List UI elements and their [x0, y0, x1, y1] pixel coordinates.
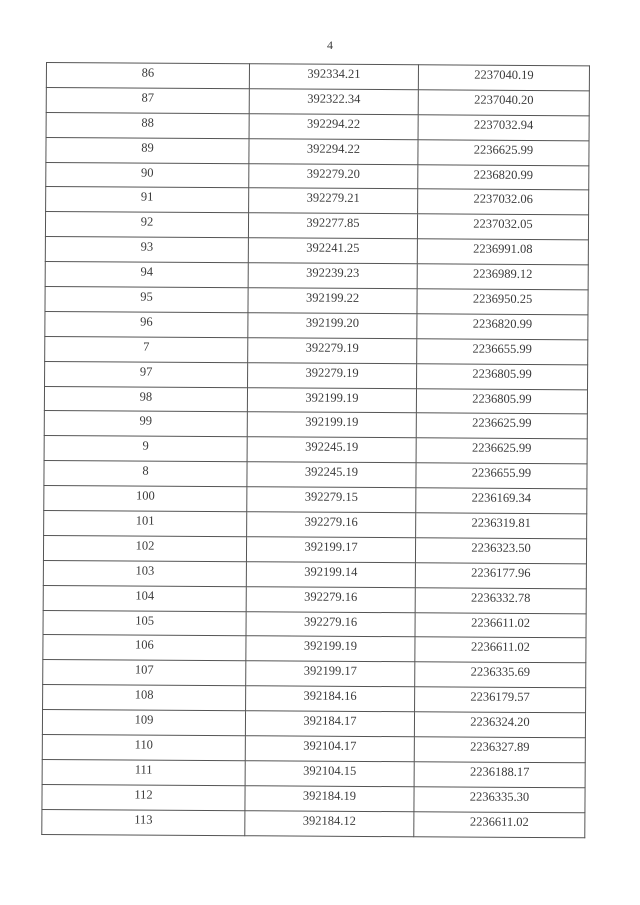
table-row — [43, 535, 586, 563]
table-row — [45, 237, 588, 265]
table-row — [42, 759, 585, 787]
table-row — [45, 212, 588, 240]
y-coordinate-cell: 2236179.57 — [415, 687, 586, 713]
x-coordinate-cell: 392199.19 — [247, 387, 416, 413]
table-row — [42, 735, 585, 763]
y-coordinate-cell: 2236625.99 — [416, 438, 587, 464]
table-row — [45, 311, 588, 339]
point-id-cell: 109 — [42, 710, 245, 736]
y-coordinate-cell: 2236989.12 — [417, 264, 588, 290]
y-coordinate-cell: 2236169.34 — [416, 488, 587, 514]
table-row — [44, 411, 587, 439]
x-coordinate-cell: 392104.17 — [245, 736, 414, 762]
x-coordinate-cell: 392279.16 — [246, 611, 415, 637]
point-id-cell: 94 — [45, 262, 248, 288]
point-id-cell: 88 — [46, 112, 249, 138]
x-coordinate-cell: 392279.16 — [247, 512, 416, 538]
x-coordinate-cell: 392279.21 — [249, 188, 418, 214]
y-coordinate-cell: 2236611.02 — [414, 811, 585, 837]
point-id-cell: 103 — [43, 560, 246, 586]
y-coordinate-cell: 2236655.99 — [416, 463, 587, 489]
x-coordinate-cell: 392279.19 — [248, 362, 417, 388]
table-row — [46, 112, 589, 140]
y-coordinate-cell: 2236805.99 — [417, 363, 588, 389]
point-id-cell: 8 — [44, 461, 247, 487]
x-coordinate-cell: 392104.15 — [245, 761, 414, 787]
y-coordinate-cell: 2236177.96 — [415, 563, 586, 589]
point-id-cell: 108 — [43, 685, 246, 711]
table-row — [43, 685, 586, 713]
point-id-cell: 113 — [42, 809, 245, 835]
y-coordinate-cell: 2236335.30 — [414, 787, 585, 813]
point-id-cell: 106 — [43, 635, 246, 661]
table-row — [43, 560, 586, 588]
x-coordinate-cell: 392241.25 — [248, 238, 417, 264]
table-row — [46, 63, 589, 91]
point-id-cell: 104 — [43, 585, 246, 611]
point-id-cell: 112 — [42, 784, 245, 810]
x-coordinate-cell: 392294.22 — [249, 138, 418, 164]
point-id-cell: 9 — [44, 436, 247, 462]
x-coordinate-cell: 392199.14 — [246, 562, 415, 588]
y-coordinate-cell: 2236625.99 — [418, 139, 589, 165]
point-id-cell: 7 — [45, 336, 248, 362]
y-coordinate-cell: 2237032.94 — [418, 115, 589, 141]
table-row — [44, 511, 587, 539]
y-coordinate-cell: 2236625.99 — [416, 413, 587, 439]
point-id-cell: 111 — [42, 759, 245, 785]
x-coordinate-cell: 392277.85 — [248, 213, 417, 239]
x-coordinate-cell: 392199.19 — [246, 636, 415, 662]
point-id-cell: 105 — [43, 610, 246, 636]
table-row — [46, 162, 589, 190]
coordinates-table-body — [42, 63, 590, 838]
x-coordinate-cell: 392199.17 — [246, 537, 415, 563]
x-coordinate-cell: 392334.21 — [249, 64, 418, 90]
y-coordinate-cell: 2236324.20 — [414, 712, 585, 738]
y-coordinate-cell: 2236323.50 — [415, 538, 586, 564]
table-row — [46, 187, 589, 215]
coordinates-table — [41, 62, 590, 838]
point-id-cell: 87 — [46, 87, 249, 113]
table-row — [44, 436, 587, 464]
table-row — [45, 336, 588, 364]
table-row — [42, 809, 585, 837]
y-coordinate-cell: 2236950.25 — [417, 289, 588, 315]
x-coordinate-cell: 392322.34 — [249, 89, 418, 115]
point-id-cell: 97 — [45, 361, 248, 387]
x-coordinate-cell: 392279.19 — [248, 338, 417, 364]
point-id-cell: 101 — [44, 511, 247, 537]
page-number: 4 — [327, 38, 333, 52]
point-id-cell: 93 — [45, 237, 248, 263]
x-coordinate-cell: 392199.22 — [248, 288, 417, 314]
table-row — [43, 635, 586, 663]
x-coordinate-cell: 392184.16 — [246, 686, 415, 712]
x-coordinate-cell: 392184.19 — [245, 786, 414, 812]
table-row — [42, 784, 585, 812]
table-row — [43, 610, 586, 638]
y-coordinate-cell: 2237032.06 — [418, 189, 589, 215]
point-id-cell: 90 — [46, 162, 249, 188]
x-coordinate-cell: 392279.20 — [249, 163, 418, 189]
x-coordinate-cell: 392199.20 — [248, 313, 417, 339]
table-row — [44, 461, 587, 489]
y-coordinate-cell: 2236820.99 — [417, 314, 588, 340]
table-row — [45, 262, 588, 290]
y-coordinate-cell: 2236319.81 — [416, 513, 587, 539]
table-row — [44, 386, 587, 414]
point-id-cell: 92 — [45, 212, 248, 238]
point-id-cell: 102 — [43, 535, 246, 561]
x-coordinate-cell: 392245.19 — [247, 462, 416, 488]
y-coordinate-cell: 2236335.69 — [415, 662, 586, 688]
point-id-cell: 89 — [46, 137, 249, 163]
point-id-cell: 86 — [46, 63, 249, 89]
table-row — [45, 361, 588, 389]
point-id-cell: 95 — [45, 287, 248, 313]
point-id-cell: 98 — [44, 386, 247, 412]
y-coordinate-cell: 2236611.02 — [415, 612, 586, 638]
x-coordinate-cell: 392245.19 — [247, 437, 416, 463]
point-id-cell: 96 — [45, 311, 248, 337]
point-id-cell: 99 — [44, 411, 247, 437]
table-row — [46, 137, 589, 165]
y-coordinate-cell: 2236611.02 — [415, 637, 586, 663]
x-coordinate-cell: 392199.19 — [247, 412, 416, 438]
x-coordinate-cell: 392279.16 — [246, 586, 415, 612]
x-coordinate-cell: 392184.17 — [245, 711, 414, 737]
y-coordinate-cell: 2236188.17 — [414, 762, 585, 788]
table-row — [42, 710, 585, 738]
point-id-cell: 100 — [44, 486, 247, 512]
y-coordinate-cell: 2236805.99 — [416, 388, 587, 414]
x-coordinate-cell: 392239.23 — [248, 263, 417, 289]
table-row — [45, 287, 588, 315]
y-coordinate-cell: 2237032.05 — [417, 214, 588, 240]
y-coordinate-cell: 2236332.78 — [415, 587, 586, 613]
y-coordinate-cell: 2236655.99 — [417, 339, 588, 365]
y-coordinate-cell: 2236820.99 — [418, 164, 589, 190]
y-coordinate-cell: 2237040.20 — [418, 90, 589, 116]
y-coordinate-cell: 2236327.89 — [414, 737, 585, 763]
y-coordinate-cell: 2236991.08 — [417, 239, 588, 265]
table-row — [44, 486, 587, 514]
x-coordinate-cell: 392199.17 — [246, 661, 415, 687]
table-row — [43, 660, 586, 688]
point-id-cell: 110 — [42, 735, 245, 761]
table-row — [43, 585, 586, 613]
point-id-cell: 91 — [46, 187, 249, 213]
point-id-cell: 107 — [43, 660, 246, 686]
x-coordinate-cell: 392294.22 — [249, 114, 418, 140]
x-coordinate-cell: 392279.15 — [247, 487, 416, 513]
y-coordinate-cell: 2237040.19 — [418, 65, 589, 91]
coordinates-table-container — [41, 62, 590, 838]
table-row — [46, 87, 589, 115]
x-coordinate-cell: 392184.12 — [245, 810, 414, 836]
